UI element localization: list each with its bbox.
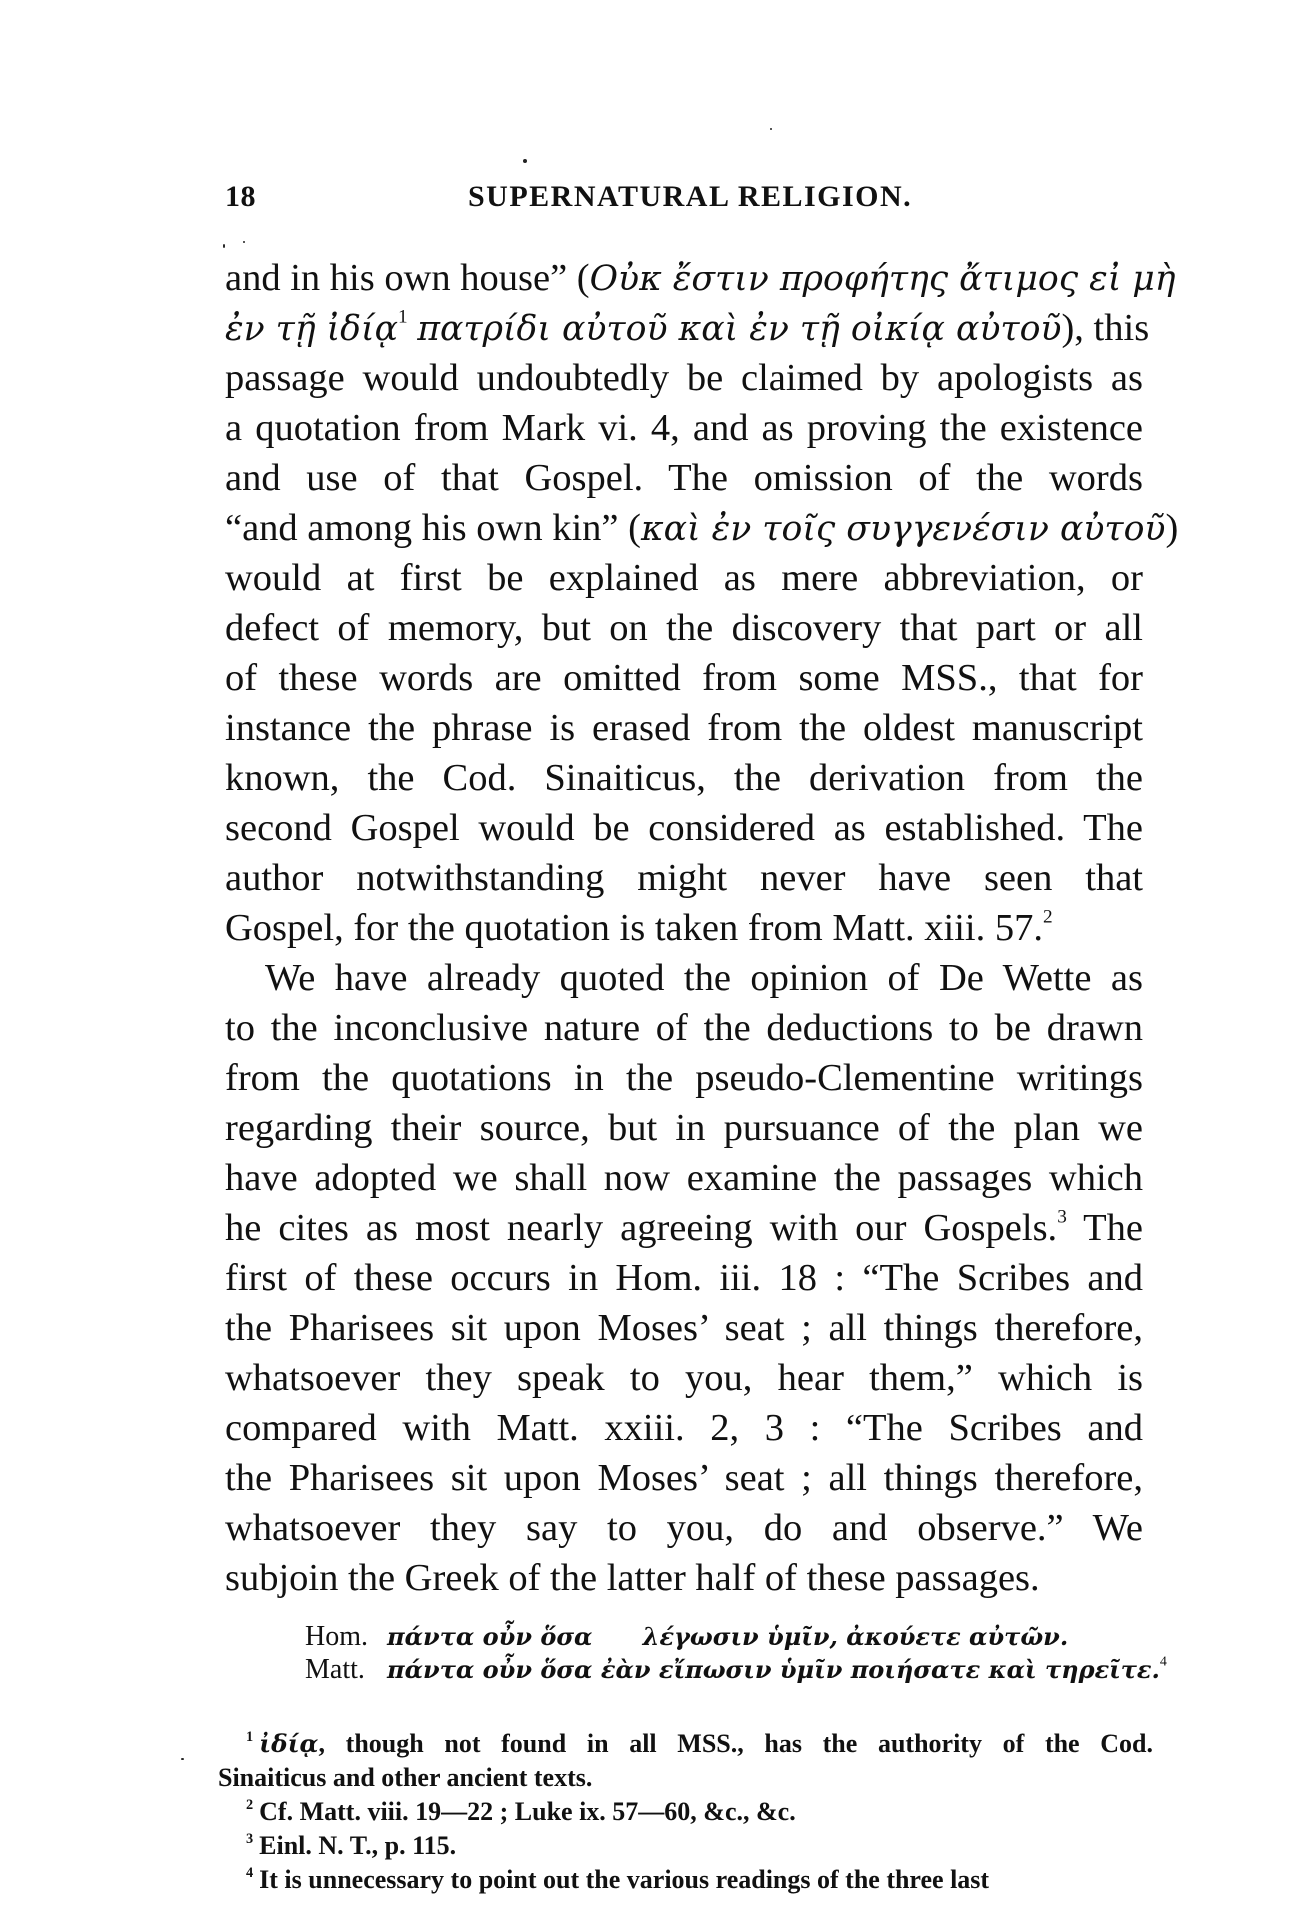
footnote-reference: 4 (1159, 1654, 1167, 1670)
footnote-reference: 1 (398, 306, 408, 328)
text-run: known, the Cod. Sinaiticus, the derivation from the (225, 757, 1143, 799)
text-line (225, 1003, 1143, 1053)
scan-speck (223, 244, 225, 248)
text-line (225, 1053, 1143, 1103)
text-run: and in his own house” ( (225, 257, 590, 299)
scan-speck (523, 159, 527, 163)
text-line (225, 1303, 1143, 1353)
text-line (225, 753, 1143, 803)
text-line (225, 1153, 1143, 1203)
text-run: would at first be explained as mere abbreviation, or (225, 557, 1143, 599)
greek-text: καὶ ἐν τοῖς συγγενέσιν αὐτοῦ (640, 509, 1166, 549)
text-line (225, 553, 1143, 603)
footnote-text: , though not found in all MSS., has the authority of the Cod. (318, 1729, 1153, 1758)
scan-speck (243, 241, 245, 243)
greek-text: πατρίδι αὐτοῦ καὶ ἐν τῇ οἰκίᾳ αὐτοῦ (417, 309, 1062, 349)
text-line (225, 1503, 1143, 1553)
text-run: Gospel, for the quotation is taken from Matt. xiii. 57. (225, 907, 1043, 949)
text-run: author notwithstanding might never have seen that (225, 857, 1143, 899)
greek-text: πάντα οὖν ὅσα λέγωσιν ὑμῖν, ἀκούετε αὐτῶν. (387, 1622, 1069, 1651)
text-line (225, 503, 1179, 553)
text-run: he cites as most nearly agreeing with our Gospels. (225, 1207, 1058, 1249)
body-text (225, 253, 1179, 1603)
text-run: subjoin the Greek of the latter half of these passages. (225, 1557, 1040, 1599)
text-run: ) (1165, 507, 1179, 549)
text-line (225, 303, 1150, 353)
page-number: 18 (225, 180, 256, 213)
greek-text: πάντα οὖν ὅσα ἐὰν εἴπωσιν ὑμῖν ποιήσατε καὶ τηρεῖτε. (387, 1655, 1160, 1684)
text-run: a quotation from Mark vi. 4, and as proving the existence (225, 407, 1143, 449)
footnote-reference: 2 (1043, 906, 1053, 928)
text-run: to the inconclusive nature of the deductions to be drawn (225, 1007, 1143, 1049)
footnote-text: Einl. N. T., p. 115. (259, 1831, 457, 1860)
footnote-marker: 4 (246, 1864, 254, 1881)
text-line (225, 253, 1176, 303)
text-run (408, 307, 418, 349)
text-run: and use of that Gospel. The omission of the words (225, 457, 1143, 499)
text-line (225, 853, 1143, 903)
footnote (218, 1727, 1153, 1761)
text-line (225, 1353, 1143, 1403)
passage-source-label: Hom. (305, 1621, 368, 1652)
text-run: have adopted we shall now examine the passages which (225, 1157, 1143, 1199)
text-line (225, 1103, 1143, 1153)
text-run: passage would undoubtedly be claimed by apologists as (225, 357, 1143, 399)
text-line (225, 1253, 1143, 1303)
greek-passage-row (305, 1620, 1167, 1653)
footnote-text: It is unnecessary to point out the various readings of the three last (259, 1865, 990, 1894)
text-line (225, 1203, 1143, 1253)
footnote-marker: 2 (246, 1796, 254, 1813)
text-run: compared with Matt. xxiii. 2, 3 : “The Scribes and (225, 1407, 1143, 1449)
footnote-continuation: Sinaiticus and other ancient texts. (218, 1763, 593, 1792)
running-head (225, 180, 1143, 220)
text-line (225, 1453, 1143, 1503)
footnote (218, 1863, 1138, 1897)
text-line (225, 953, 1143, 1003)
text-run: whatsoever they speak to you, hear them,” which is (225, 1357, 1143, 1399)
footnote-marker: 1 (246, 1728, 254, 1745)
text-run: instance the phrase is erased from the oldest manuscript (225, 707, 1143, 749)
scan-speck (770, 128, 772, 130)
text-run: regarding their source, but in pursuance of the plan we (225, 1107, 1143, 1149)
passage-source-label: Matt. (305, 1654, 365, 1685)
text-run: second Gospel would be considered as established. The (225, 807, 1143, 849)
text-run: from the quotations in the pseudo-Clementine writings (225, 1057, 1143, 1099)
text-run: We have already quoted the opinion of De Wette as (265, 957, 1143, 999)
greek-text: Οὐκ ἔστιν προφήτης ἄτιμος εἰ μὴ (589, 259, 1176, 299)
footnote (218, 1829, 1138, 1863)
running-title: SUPERNATURAL RELIGION. (468, 180, 913, 213)
text-run: The (1066, 1207, 1143, 1249)
text-line (225, 1553, 1143, 1603)
scan-speck (181, 1758, 184, 1760)
text-line (225, 403, 1143, 453)
footnote-reference: 3 (1057, 1206, 1067, 1228)
text-line (225, 353, 1143, 403)
text-line (225, 1403, 1143, 1453)
text-run: the Pharisees sit upon Moses’ seat ; all things therefore, (225, 1307, 1143, 1349)
text-line (225, 703, 1143, 753)
greek-text: ἐν τῇ ἰδίᾳ (225, 309, 399, 349)
text-run: of these words are omitted from some MSS., that for (225, 657, 1143, 699)
text-run: “and among his own kin” ( (225, 507, 641, 549)
greek-passages (305, 1620, 1167, 1686)
footnotes (218, 1727, 1153, 1897)
text-run: first of these occurs in Hom. iii. 18 : “The Scribes and (225, 1257, 1143, 1299)
text-run: ), this (1061, 307, 1150, 349)
footnote-marker: 3 (246, 1830, 254, 1847)
footnote (218, 1795, 1138, 1829)
text-run: the Pharisees sit upon Moses’ seat ; all things therefore, (225, 1457, 1143, 1499)
text-line (225, 803, 1143, 853)
text-line (225, 653, 1143, 703)
text-line (225, 453, 1143, 503)
text-run: whatsoever they say to you, do and observe.” We (225, 1507, 1143, 1549)
text-line (225, 903, 1143, 953)
text-line (225, 603, 1143, 653)
footnote-text: Cf. Matt. viii. 19—22 ; Luke ix. 57—60, &c., &c. (259, 1797, 796, 1826)
greek-passage-row (305, 1653, 1167, 1686)
greek-text: ἰδίᾳ (259, 1729, 319, 1758)
text-run: defect of memory, but on the discovery that part or all (225, 607, 1143, 649)
